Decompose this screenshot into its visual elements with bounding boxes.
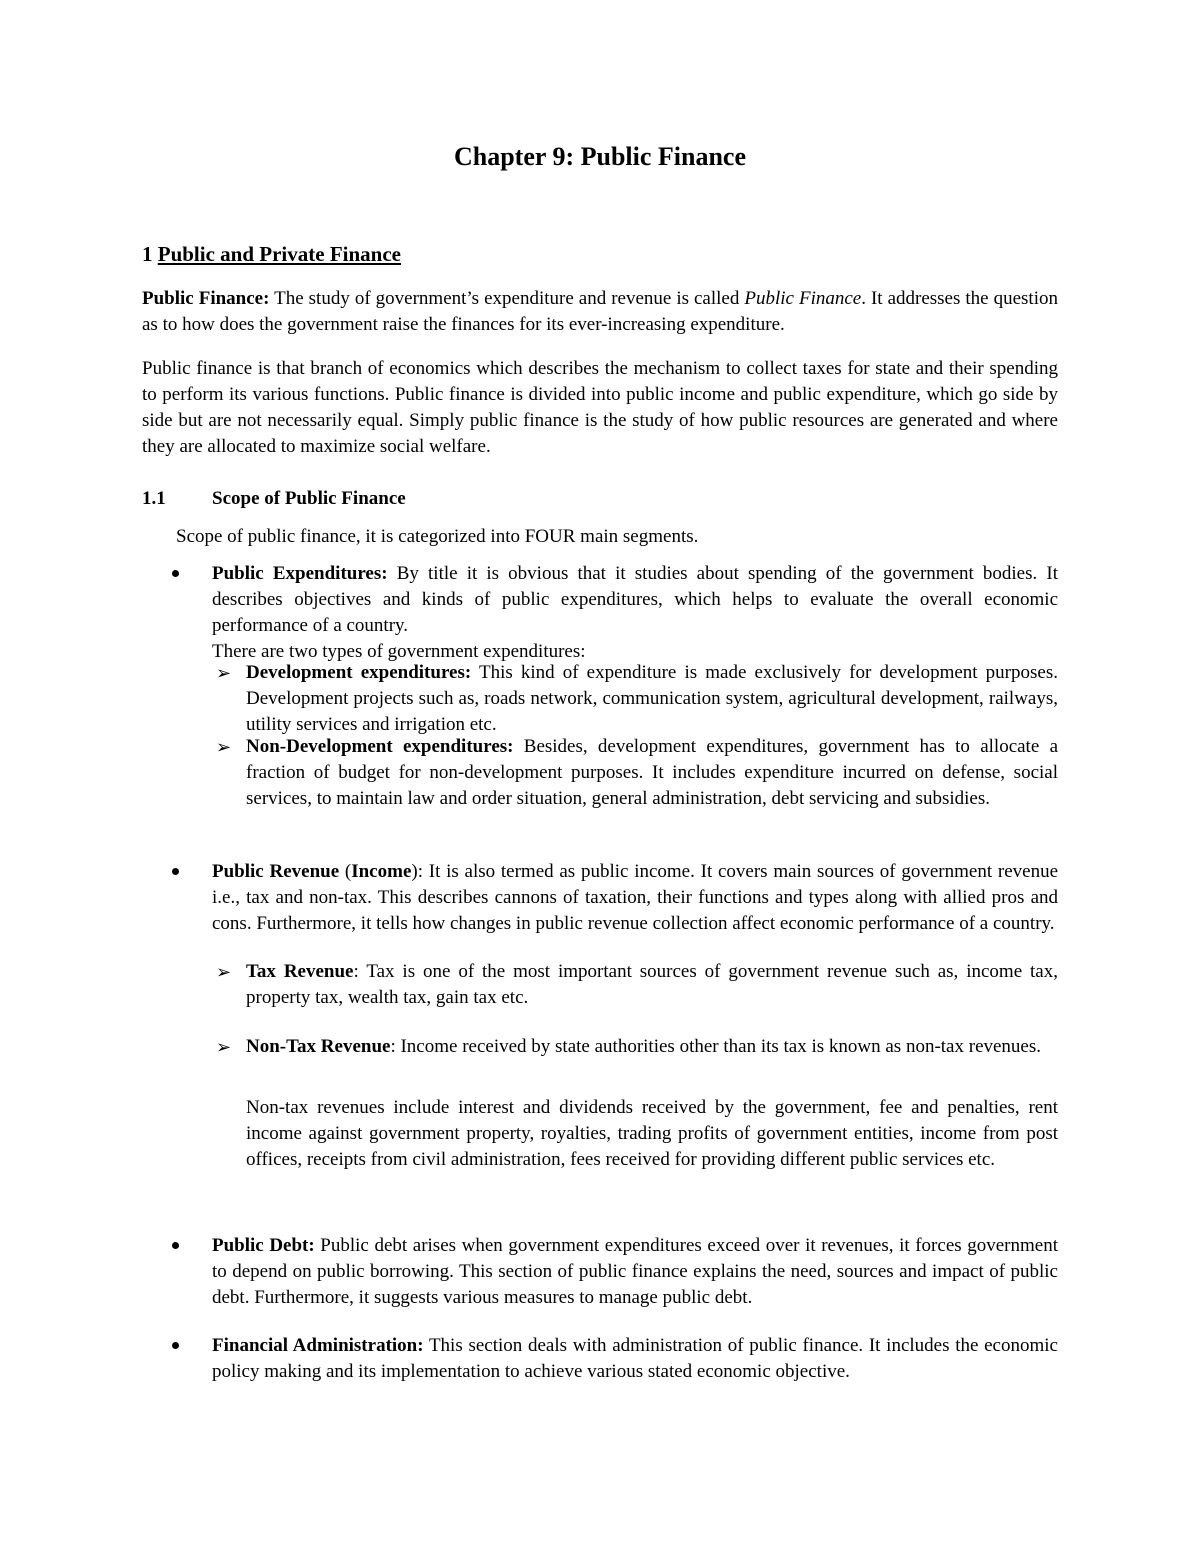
section-number: 1: [142, 242, 153, 266]
term-label: Public Finance:: [142, 288, 270, 309]
sublist-item-non-development: Non-Development expenditures: Besides, development expenditures, government has to allocate a fraction of budget for non-development purposes. It includes expenditure incurred on defense, social services, to maintain law and order situation, general administration, debt servicing and subsidies.: [246, 736, 1058, 809]
sublist-item-development: Development expenditures: This kind of expenditure is made exclusively for development purposes. Development projects such as, roads network, communication system, agricultural development, railways, utility services and irrigation etc.: [246, 662, 1058, 735]
section-heading-1: [142, 240, 401, 268]
emphasis: Public Finance: [744, 288, 862, 309]
subsection-intro: Scope of public finance, it is categorized into FOUR main segments.: [176, 526, 699, 547]
section-title: Public and Private Finance: [157, 242, 401, 266]
list-item-public-debt: Public Debt: Public debt arises when government expenditures exceed over it revenues, it forces government to depend on public borrowing. This section of public finance explains the need, sources and impact of public debt. Furthermore, it suggests various measures to manage public debt.: [212, 1235, 1058, 1308]
paragraph-definition: Public Finance: The study of government’s expenditure and revenue is called Public Finance. It addresses the question as to how does the government raise the finances for its ever-increasing expenditure.: [142, 288, 1058, 335]
sublist-item-tax-revenue: Tax Revenue: Tax is one of the most important sources of government revenue such as, income tax, property tax, wealth tax, gain tax etc.: [246, 961, 1058, 1008]
arrow-bullet-icon: ➢: [216, 737, 232, 757]
non-tax-detail-paragraph: Non-tax revenues include interest and dividends received by the government, fee and penalties, rent income against government property, royalties, trading profits of government entities, income from post offices, receipts from civil administration, fees received for providing different public services etc.: [246, 1097, 1058, 1170]
list-item-public-expenditures: Public Expenditures: By title it is obvious that it studies about spending of the government bodies. It describes objectives and kinds of public expenditures, which helps to evaluate the overall economic performance of a country. There are two types of government expenditures:: [212, 563, 1058, 662]
chapter-title: Chapter 9: Public Finance: [453, 142, 747, 171]
list-item-public-revenue: Public Revenue (Income): It is also termed as public income. It covers main sources of government revenue i.e., tax and non-tax. This describes cannons of taxation, their functions and types along with allied pros and cons. Furthermore, it tells how changes in public revenue collection affect economic performance of a country.: [212, 861, 1058, 934]
arrow-bullet-icon: ➢: [216, 962, 232, 982]
subsection-number: 1.1: [142, 488, 166, 509]
bullet-icon: [172, 570, 179, 577]
list-item-financial-administration: Financial Administration: This section deals with administration of public finance. It includes the economic policy making and its implementation to achieve various stated economic objective.: [212, 1335, 1058, 1382]
bullet-icon: [172, 868, 179, 875]
subsection-heading: [142, 486, 406, 512]
bullet-icon: [172, 1242, 179, 1249]
paragraph-description: Public finance is that branch of economics which describes the mechanism to collect taxes for state and their spending to perform its various functions. Public finance is divided into public income and public expenditure, which go side by side but are not necessarily equal. Simply public finance is the study of how public resources are generated and where they are allocated to maximize social welfare.: [142, 358, 1058, 457]
subsection-title: Scope of Public Finance: [212, 488, 406, 509]
arrow-bullet-icon: ➢: [216, 1037, 232, 1057]
bullet-icon: [172, 1342, 179, 1349]
arrow-bullet-icon: ➢: [216, 663, 232, 683]
sublist-item-non-tax-revenue: Non-Tax Revenue: Income received by state authorities other than its tax is known as non-tax revenues.: [246, 1036, 1042, 1057]
